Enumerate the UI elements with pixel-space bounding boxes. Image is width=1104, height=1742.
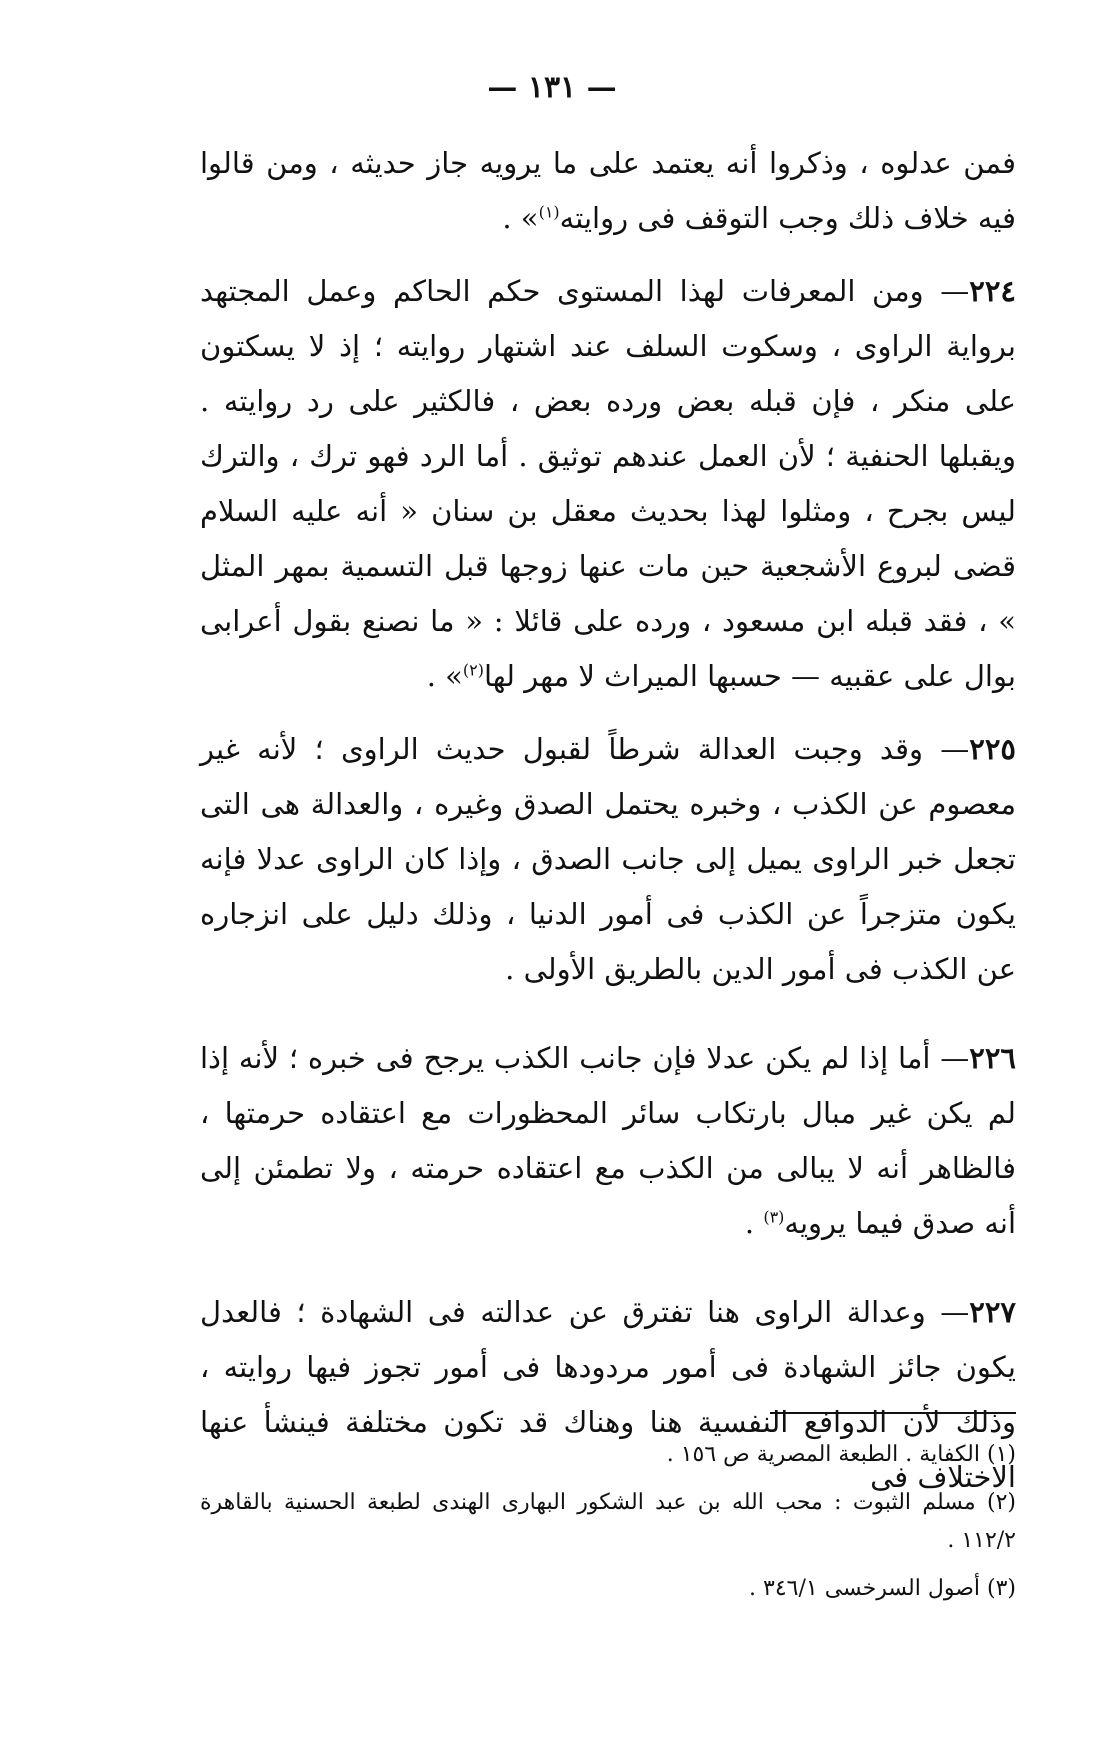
paragraph-224 — [200, 264, 1016, 704]
footnote-3: (٣) أصول السرخسى ٣٤٦/١ . — [749, 1576, 1016, 1601]
paragraph-text: — ومن المعرفات لهذا المستوى حكم الحاكم وعمل المجتهد برواية الراوى ، وسكوت السلف عند اشتهار روايته ؛ إذ لا يسكتون على منكر ، فإن قبله بعض ورده بعض ، فالكثير على رد روايته . ويقبلها الحنفية ؛ لأن العمل عندهم توثيق . أما الرد فهو ترك ، والترك ليس بجرح ، ومثلوا لهذا بحديث معقل بن سنان « أنه عليه السلام قضى لبروع الأشجعية حين مات عنها زوجها قبل التسمية بمهر المثل » ، فقد قبله ابن مسعود ، ورده على قائلا : « ما نصنع بقول أعرابى بوال على عقبيه — حسبها الميراث لا مهر لها — [200, 274, 1016, 693]
footnote-ref-1: (١) — [538, 202, 560, 222]
paragraph-text: — وعدالة الراوى هنا تفترق عن عدالته فى الشهادة ؛ فالعدل يكون جائز الشهادة فى أمور مردودها فى أمور تجوز فيها روايته ، وذلك لأن الدوافع النفسية هنا وهناك قد تكون مختلفة فينشأ عنها الاختلاف فى — [200, 1295, 1016, 1494]
paragraph-tail: » . — [426, 659, 463, 693]
paragraph-tail: » . — [502, 201, 539, 235]
footnote-2: (٢) مسلم الثبوت : محب الله بن عبد الشكور البهارى الهندى لطبعة الحسنية بالقاهرة ١١٢/٢ . — [200, 1490, 1016, 1553]
paragraph-number: ٢٢٧ — [969, 1295, 1016, 1329]
paragraph-text: — وقد وجبت العدالة شرطاً لقبول حديث الراوى ؛ لأنه غير معصوم عن الكذب ، وخبره يحتمل الصدق وغيره ، والعدالة هى التى تجعل خبر الراوى يميل إلى جانب الصدق ، وإذا كان الراوى عدلا فإنه يكون متزجراً عن الكذب فى أمور الدنيا ، وذلك دليل على انزجاره عن الكذب فى أمور الدين بالطريق الأولى . — [200, 732, 1016, 986]
paragraph-number: ٢٢٥ — [969, 732, 1016, 766]
paragraph-number: ٢٢٦ — [969, 1041, 1016, 1075]
page-number: — ١٣١ — — [487, 70, 617, 105]
footnote-divider — [770, 1412, 1016, 1414]
paragraph-tail: . — [744, 1206, 764, 1240]
paragraph-text: — أما إذا لم يكن عدلا فإن جانب الكذب يرجح فى خبره ؛ لأنه إذا لم يكن غير مبال بارتكاب سائر المحظورات مع اعتقاده حرمتها ، فالظاهر أنه لا يبالى من الكذب مع اعتقاده حرمته ، ولا تطمئن إلى أنه صدق فيما يرويه — [200, 1041, 1016, 1240]
paragraph-continuation — [200, 136, 1016, 246]
paragraph-number: ٢٢٤ — [969, 274, 1016, 308]
footnotes — [200, 1436, 1016, 1618]
paragraph-text: فمن عدلوه ، وذكروا أنه يعتمد على ما يرويه جاز حديثه ، ومن قالوا فيه خلاف ذلك وجب التوقف فى روايته — [200, 146, 1016, 235]
body-text — [200, 136, 1016, 1505]
paragraph-225 — [200, 722, 1016, 997]
footnote-ref-2: (٢) — [462, 660, 484, 680]
footnote-1: (١) الكفاية . الطبعة المصرية ص ١٥٦ . — [666, 1442, 1016, 1467]
paragraph-226 — [200, 1031, 1016, 1251]
footnote-ref-3: (٣) — [763, 1207, 785, 1227]
